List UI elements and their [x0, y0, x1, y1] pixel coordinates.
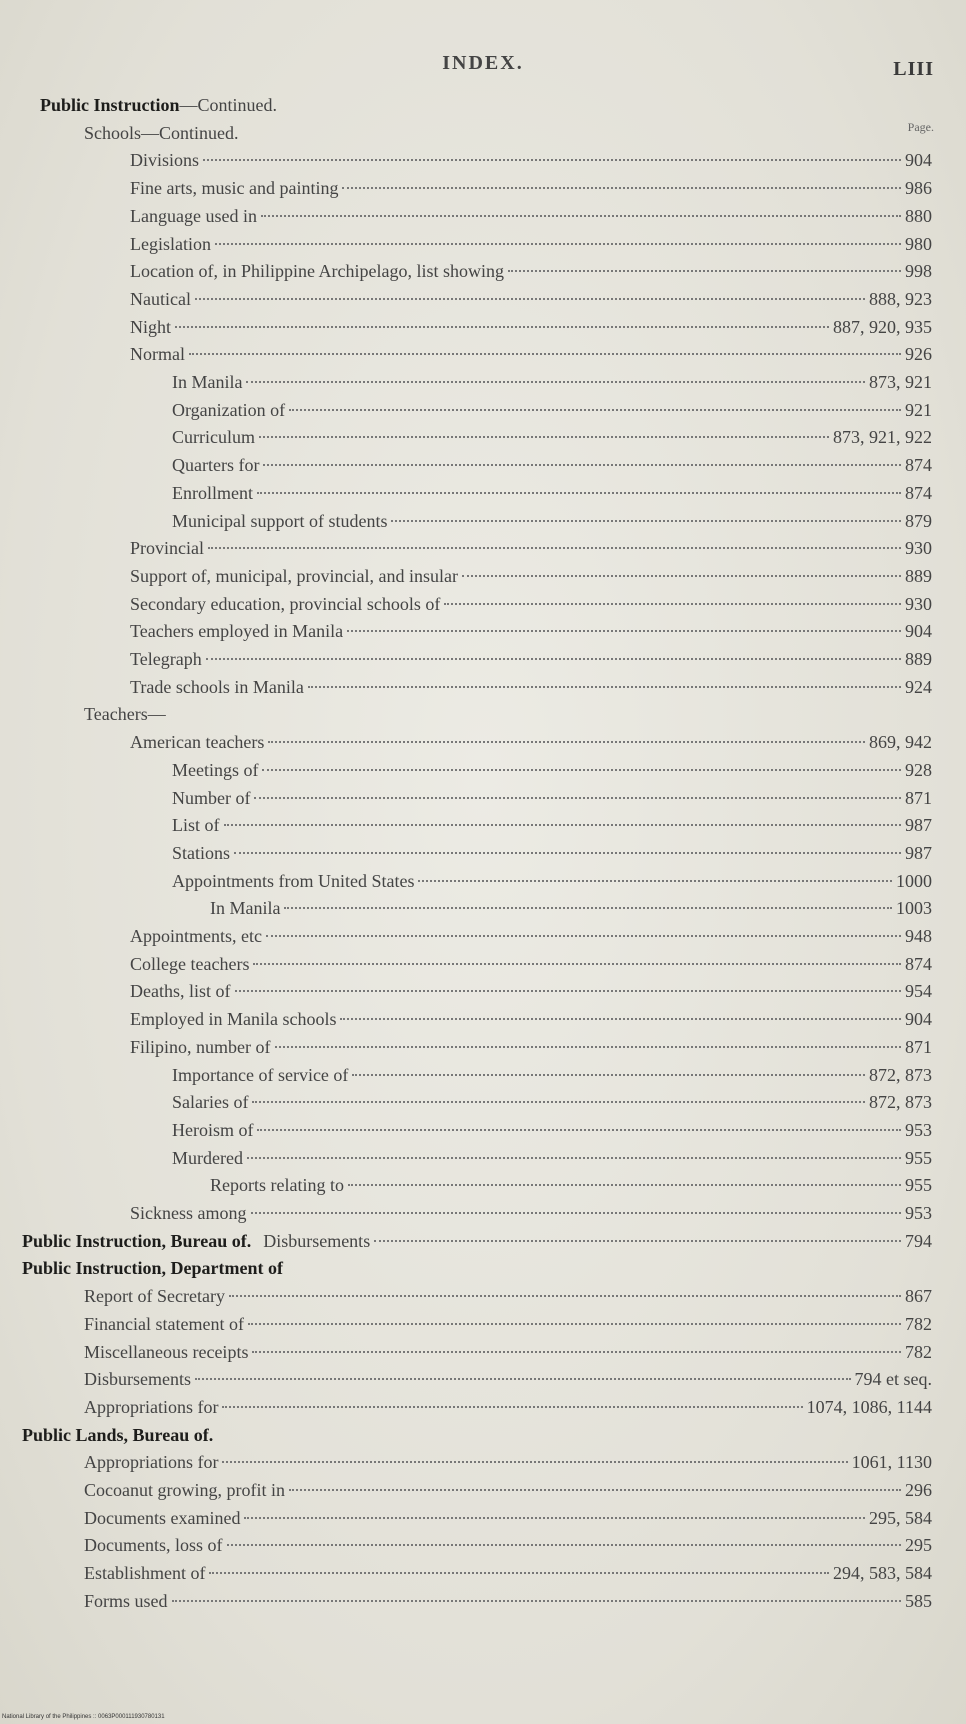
dot-leader	[308, 686, 901, 688]
index-term	[172, 397, 285, 424]
dot-leader	[444, 603, 901, 605]
index-entry	[22, 1255, 932, 1282]
index-entry	[84, 1449, 932, 1476]
index-term	[172, 1062, 348, 1089]
page-reference: 872, 873	[869, 1092, 932, 1113]
index-term-text: Meetings of	[172, 759, 259, 780]
index-entry	[210, 1172, 932, 1199]
dot-leader	[508, 270, 901, 272]
index-term	[172, 424, 255, 451]
dot-leader	[261, 215, 901, 217]
index-entry	[172, 868, 932, 895]
index-term-text: Quarters for	[172, 455, 260, 476]
index-term	[130, 175, 338, 202]
index-term	[172, 840, 230, 867]
dot-leader	[253, 963, 901, 965]
index-entry	[130, 729, 932, 756]
dot-leader	[340, 1018, 901, 1020]
index-term	[130, 147, 199, 174]
page-reference: 889	[905, 565, 932, 586]
index-term-text: Organization of	[172, 399, 286, 420]
index-term	[84, 1505, 240, 1532]
index-term-text: Number of	[172, 787, 251, 808]
index-term	[130, 646, 202, 673]
page-reference: 904	[905, 621, 932, 642]
index-term	[84, 1477, 285, 1504]
index-entry	[130, 147, 932, 174]
page-reference: 928	[905, 759, 932, 780]
index-entry	[172, 369, 932, 396]
index-term	[40, 92, 277, 119]
dot-leader	[175, 326, 829, 328]
index-entry	[130, 1034, 932, 1061]
dot-leader	[246, 381, 865, 383]
page-reference: 987	[905, 842, 932, 863]
index-entry	[130, 314, 932, 341]
page-reference: 1003	[896, 898, 932, 919]
index-term	[130, 341, 185, 368]
index-term	[172, 868, 414, 895]
index-term-text: College teachers	[130, 953, 250, 974]
index-entry	[172, 508, 932, 535]
index-entry	[210, 895, 932, 922]
page-reference: 948	[905, 926, 932, 946]
index-entry	[84, 1477, 932, 1504]
index-term-text: Forms used	[84, 1590, 168, 1611]
page-reference: 879	[905, 510, 932, 531]
index-term	[130, 1034, 271, 1061]
dot-leader	[222, 1461, 847, 1463]
dot-leader	[284, 907, 892, 909]
index-entry	[130, 923, 932, 950]
index-entry	[130, 674, 932, 701]
index-term	[172, 1117, 253, 1144]
index-term-text: Establishment of	[84, 1563, 206, 1584]
dot-leader	[275, 1046, 902, 1048]
index-entry	[84, 1283, 932, 1310]
index-term-text: Disbursements	[84, 1369, 191, 1390]
index-term-text: Importance of service of	[172, 1064, 349, 1085]
index-term	[130, 1200, 247, 1227]
dot-leader	[262, 769, 901, 771]
index-term	[130, 951, 249, 978]
index-title: INDEX.	[442, 52, 524, 74]
index-term	[172, 785, 250, 812]
dot-leader	[195, 298, 865, 300]
dot-leader	[229, 1295, 901, 1297]
index-entry	[130, 231, 932, 258]
dot-leader	[247, 1157, 901, 1159]
index-term-text: Public Instruction	[40, 95, 180, 115]
index-term-text: Heroism of	[172, 1119, 254, 1140]
index-term-text: Stations	[172, 842, 231, 863]
index-term	[22, 1255, 283, 1282]
index-term	[130, 286, 191, 313]
dot-leader	[206, 658, 901, 660]
dot-leader	[227, 1544, 902, 1546]
dot-leader	[195, 1378, 851, 1380]
index-entry	[130, 203, 932, 230]
index-term-text: In Manila	[210, 898, 281, 919]
index-term-text: List of	[172, 815, 220, 836]
page-reference: 954	[905, 981, 932, 1002]
index-term	[130, 535, 204, 562]
index-term-text: Schools—Continued.	[84, 122, 239, 143]
index-term-text: Documents examined	[84, 1507, 241, 1528]
page-reference: 921	[905, 399, 932, 420]
page-reference: 926	[905, 344, 932, 365]
index-term	[130, 591, 440, 618]
index-entry	[172, 1089, 932, 1116]
index-term-text: Location of, in Philippine Archipelago, list showing	[130, 261, 504, 282]
index-term-text: Sickness among	[130, 1203, 247, 1223]
index-term-text: Murdered	[172, 1147, 243, 1168]
index-term-text: Teachers—	[84, 704, 166, 725]
index-term-text: In Manila	[172, 372, 243, 392]
index-entry	[172, 480, 932, 507]
dot-leader	[189, 353, 901, 355]
index-term	[130, 1006, 336, 1033]
page-reference: 794 et seq.	[854, 1369, 932, 1390]
page-reference: 924	[905, 676, 932, 697]
dot-leader	[257, 492, 901, 494]
dot-leader	[203, 159, 901, 161]
index-term	[130, 314, 171, 341]
index-entry	[130, 951, 932, 978]
index-term-text: Normal	[130, 344, 185, 365]
index-term-text: Divisions	[130, 150, 200, 171]
dot-leader	[374, 1240, 901, 1242]
index-entry	[84, 1532, 932, 1559]
index-entry	[130, 175, 932, 202]
index-entry	[130, 646, 932, 673]
page-reference: 794	[905, 1230, 932, 1251]
index-entry	[84, 1560, 932, 1587]
index-entry	[84, 1339, 932, 1366]
page-reference: 888, 923	[869, 288, 932, 309]
index-entry	[22, 1422, 932, 1449]
index-term-text: Cocoanut growing, profit in	[84, 1480, 285, 1500]
index-term	[84, 1394, 218, 1421]
index-term-text: Fine arts, music and painting	[130, 178, 339, 199]
index-entry	[84, 1366, 932, 1393]
dot-leader	[209, 1572, 829, 1574]
page-reference: 986	[905, 178, 932, 199]
index-term-text: Telegraph	[130, 649, 202, 669]
index-term	[130, 729, 264, 756]
dot-leader	[348, 1184, 901, 1186]
page-reference: 1074, 1086, 1144	[806, 1396, 932, 1417]
page-reference: 953	[905, 1203, 932, 1223]
page-folio: LIII	[893, 58, 934, 80]
page-reference: 867	[905, 1286, 932, 1307]
page-reference: 782	[905, 1313, 932, 1334]
index-term-text: Legislation	[130, 233, 211, 254]
index-entry	[130, 591, 932, 618]
dot-leader	[418, 880, 892, 882]
page-reference: 887, 920, 935	[833, 316, 932, 337]
index-term	[172, 480, 253, 507]
page-reference: 871	[905, 787, 932, 808]
index-term-text: Appointments from United States	[172, 870, 415, 891]
index-entry	[84, 1394, 932, 1421]
dot-leader	[252, 1101, 865, 1103]
page-reference: 930	[905, 538, 932, 559]
dot-leader	[248, 1323, 901, 1325]
dot-leader	[289, 409, 901, 411]
page-reference: 953	[905, 1119, 932, 1140]
index-entry	[130, 535, 932, 562]
dot-leader	[263, 464, 901, 466]
dot-leader	[235, 990, 902, 992]
page-reference: 980	[905, 233, 932, 254]
index-term-text: Curriculum	[172, 427, 255, 448]
index-term	[172, 757, 258, 784]
dot-leader	[251, 1212, 902, 1214]
page-reference: 955	[905, 1147, 932, 1168]
index-term-text: Reports relating to	[210, 1175, 344, 1196]
index-term-text: Teachers employed in Manila	[130, 621, 344, 642]
dot-leader	[234, 852, 901, 854]
index-term	[210, 895, 280, 922]
index-entry	[172, 785, 932, 812]
index-term-text: Appointments, etc	[130, 926, 262, 946]
dot-leader	[352, 1074, 865, 1076]
dot-leader	[252, 1351, 901, 1353]
dot-leader	[208, 547, 901, 549]
index-entry	[84, 1588, 932, 1615]
index-entry	[130, 286, 932, 313]
index-term	[84, 1339, 248, 1366]
page-reference: 296	[905, 1480, 932, 1500]
index-term	[84, 1532, 223, 1559]
index-term	[130, 923, 262, 950]
page-reference: 585	[905, 1590, 932, 1611]
index-entry	[84, 120, 932, 147]
index-term-text: Public Instruction, Department of	[22, 1258, 283, 1279]
index-entry	[84, 701, 932, 728]
index-term-text: Report of Secretary	[84, 1286, 225, 1307]
index-term-text: Financial statement of	[84, 1313, 244, 1334]
index-term	[172, 1145, 243, 1172]
index-entry	[172, 812, 932, 839]
index-term	[210, 1172, 344, 1199]
page-reference: 889	[905, 649, 932, 669]
page-reference: 955	[905, 1175, 932, 1196]
index-term-text: Trade schools in Manila	[130, 676, 304, 697]
page-reference: 782	[905, 1341, 932, 1362]
index-term	[172, 369, 242, 396]
dot-leader	[172, 1600, 901, 1602]
index-term-text: Salaries of	[172, 1092, 249, 1113]
index-term	[84, 1311, 244, 1338]
index-term	[84, 701, 166, 728]
page-reference: 873, 921, 922	[833, 427, 932, 448]
index-term-text: American teachers	[130, 732, 265, 753]
index-entry	[172, 424, 932, 451]
running-head	[0, 52, 966, 82]
page-reference: 874	[905, 482, 932, 503]
dot-leader	[259, 436, 829, 438]
page-column-label: Page.	[907, 120, 934, 134]
page-reference: 930	[905, 593, 932, 614]
index-entry	[172, 397, 932, 424]
index-entry	[172, 1145, 932, 1172]
index-term	[130, 978, 231, 1005]
index-term	[84, 1366, 191, 1393]
footer-attribution: National Library of the Philippines :: 0063P000111930780131	[2, 1714, 165, 1720]
index-term-text: Support of, municipal, provincial, and insular	[130, 565, 458, 586]
page-reference: 872, 873	[869, 1064, 932, 1085]
page-reference: 998	[905, 261, 932, 282]
dot-leader	[391, 520, 901, 522]
index-term	[172, 508, 387, 535]
index-term	[172, 452, 259, 479]
index-term	[84, 120, 239, 147]
index-term	[84, 1588, 168, 1615]
index-term	[130, 674, 304, 701]
page-reference: 904	[905, 150, 932, 171]
page-reference: 869, 942	[869, 732, 932, 753]
index-term	[84, 1560, 205, 1587]
index-term-text: Public Lands, Bureau of.	[22, 1424, 214, 1445]
page-reference: 295	[905, 1535, 932, 1556]
dot-leader	[257, 1129, 901, 1131]
dot-leader	[215, 243, 901, 245]
index-term	[130, 618, 343, 645]
index-term	[130, 231, 211, 258]
index-term-text: Language used in	[130, 205, 257, 226]
index-term-text: Provincial	[130, 538, 204, 559]
index-term-text: Employed in Manila schools	[130, 1009, 337, 1030]
index-entry	[40, 92, 932, 119]
index-term-suffix: Disbursements	[263, 1230, 371, 1251]
index-term-text: Deaths, list of	[130, 981, 231, 1002]
index-term-text: Enrollment	[172, 482, 253, 503]
page-reference: 871	[905, 1036, 932, 1057]
index-term	[172, 1089, 248, 1116]
page-reference: 873, 921	[869, 372, 932, 392]
page-reference: 874	[905, 953, 932, 974]
index-entry	[130, 1006, 932, 1033]
index-term-text: Secondary education, provincial schools of	[130, 593, 441, 614]
index-term-suffix: —Continued.	[179, 95, 278, 115]
index-term-text: Documents, loss of	[84, 1535, 223, 1556]
index-entry	[130, 563, 932, 590]
index-term-text: Municipal support of students	[172, 510, 388, 531]
index-term-text: Appropriations for	[84, 1452, 219, 1473]
index-term-text: Public Instruction, Bureau of.	[22, 1230, 252, 1251]
page-reference: 294, 583, 584	[833, 1563, 932, 1584]
dot-leader	[244, 1517, 865, 1519]
index-entry	[172, 1062, 932, 1089]
index-entry	[84, 1311, 932, 1338]
dot-leader	[254, 797, 901, 799]
dot-leader	[268, 741, 865, 743]
index-term-text: Nautical	[130, 288, 191, 309]
page-reference: 904	[905, 1009, 932, 1030]
dot-leader	[342, 187, 901, 189]
index-entry	[130, 618, 932, 645]
dot-leader	[266, 935, 901, 937]
index-term	[130, 563, 458, 590]
dot-leader	[347, 630, 901, 632]
index-entry	[172, 1117, 932, 1144]
page-reference: 987	[905, 815, 932, 836]
index-term	[84, 1283, 225, 1310]
index-term	[84, 1449, 218, 1476]
index-term	[22, 1228, 370, 1255]
index-term-text: Miscellaneous receipts	[84, 1341, 249, 1362]
dot-leader	[462, 575, 901, 577]
index-entry	[172, 840, 932, 867]
page-reference: 295, 584	[869, 1507, 932, 1528]
page-reference: 1061, 1130	[851, 1452, 932, 1473]
dot-leader	[222, 1406, 802, 1408]
index-entry	[130, 978, 932, 1005]
dot-leader	[289, 1489, 901, 1491]
page-reference: 874	[905, 455, 932, 476]
index-term-text: Filipino, number of	[130, 1036, 271, 1057]
dot-leader	[224, 824, 902, 826]
index-entry	[22, 1228, 932, 1255]
index-term	[130, 203, 257, 230]
index-entry	[172, 757, 932, 784]
index-entry	[130, 341, 932, 368]
index-term	[172, 812, 220, 839]
index-term	[22, 1422, 213, 1449]
page-reference: 1000	[896, 870, 932, 891]
index-term-text: Night	[130, 316, 172, 337]
index-entry	[130, 1200, 932, 1227]
index-term	[130, 258, 504, 285]
index-entry	[84, 1505, 932, 1532]
index-entry	[172, 452, 932, 479]
page-reference: 880	[905, 205, 932, 226]
index-term-text: Appropriations for	[84, 1396, 219, 1417]
index-entry	[130, 258, 932, 285]
